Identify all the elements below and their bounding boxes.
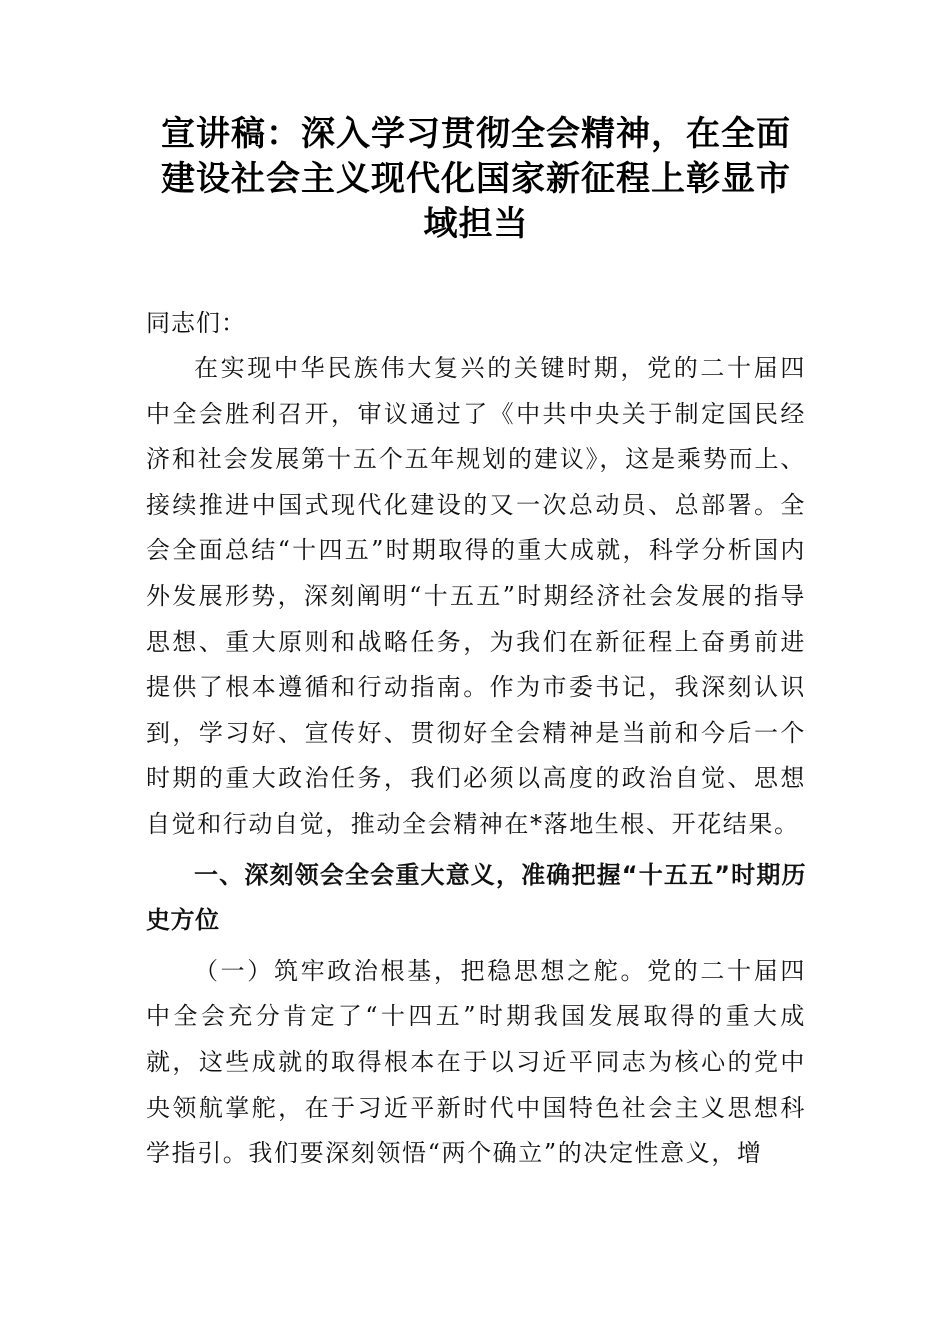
document-page (146, 112, 806, 1177)
intro-paragraph: 在实现中华民族伟大复兴的关键时期，党的二十届四中全会胜利召开，审议通过了《中共中央关于制定国民经济和社会发展第十五个五年规划的建议》，这是乘势而上、接续推进中国式现代化建设的又一次总动员、总部署。全会全面总结“十四五”时期取得的重大成就，科学分析国内外发展形势，深刻阐明“十五五”时期经济社会发展的指导思想、重大原则和战略任务，为我们在新征程上奋勇前进提供了根本遵循和行动指南。作为市委书记，我深刻认识到，学习好、宣传好、贯彻好全会精神是当前和今后一个时期的重大政治任务，我们必须以高度的政治自觉、思想自觉和行动自觉，推动全会精神在*落地生根、开花结果。 (146, 354, 806, 838)
document-title: 宣讲稿：深入学习贯彻全会精神，在全面建设社会主义现代化国家新征程上彰显市域担当 (161, 114, 791, 244)
section-1-subparagraph-1: （一）筑牢政治根基，把稳思想之舵。党的二十届四中全会充分肯定了“十四五”时期我国发展取得的重大成就，这些成就的取得根本在于以习近平同志为核心的党中央领航掌舵，在于习近平新时代中国特色社会主义思想科学指引。我们要深刻领悟“两个确立”的决定性意义，增 (146, 956, 806, 1168)
section-heading-1: 一、深刻领会全会重大意义，准确把握“十五五”时期历史方位 (146, 860, 806, 935)
salutation: 同志们： (146, 309, 246, 337)
